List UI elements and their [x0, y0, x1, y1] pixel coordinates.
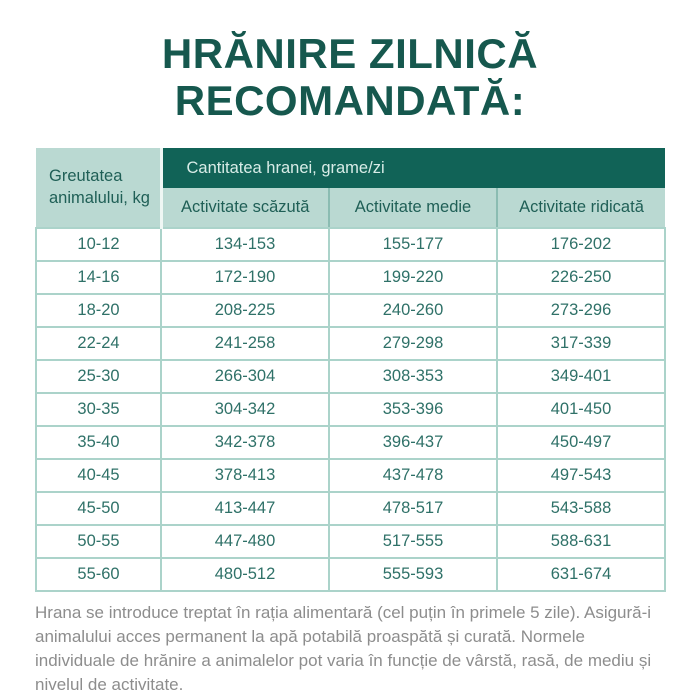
table-row	[36, 525, 665, 558]
medium-activity-cell: 279-298	[329, 327, 497, 360]
high-activity-cell: 543-588	[497, 492, 665, 525]
low-activity-cell: 413-447	[161, 492, 329, 525]
column-header-low-activity: Activitate scăzută	[161, 188, 329, 228]
table-row	[36, 261, 665, 294]
table-header-row-group	[36, 148, 665, 188]
high-activity-cell: 176-202	[497, 228, 665, 261]
low-activity-cell: 208-225	[161, 294, 329, 327]
low-activity-cell: 304-342	[161, 393, 329, 426]
high-activity-cell: 317-339	[497, 327, 665, 360]
table-row	[36, 228, 665, 261]
medium-activity-cell: 437-478	[329, 459, 497, 492]
table-row	[36, 294, 665, 327]
low-activity-cell: 447-480	[161, 525, 329, 558]
weight-cell: 35-40	[36, 426, 161, 459]
high-activity-cell: 273-296	[497, 294, 665, 327]
table-row	[36, 459, 665, 492]
high-activity-cell: 401-450	[497, 393, 665, 426]
feeding-table	[35, 148, 666, 592]
medium-activity-cell: 155-177	[329, 228, 497, 261]
group-header-food-quantity: Cantitatea hranei, grame/zi	[161, 148, 665, 188]
feeding-infographic	[0, 30, 700, 700]
low-activity-cell: 134-153	[161, 228, 329, 261]
weight-cell: 14-16	[36, 261, 161, 294]
weight-cell: 18-20	[36, 294, 161, 327]
weight-cell: 55-60	[36, 558, 161, 591]
corner-header-weight: Greutatea animalului, kg	[36, 148, 161, 228]
table-row	[36, 492, 665, 525]
weight-cell: 30-35	[36, 393, 161, 426]
weight-cell: 40-45	[36, 459, 161, 492]
high-activity-cell: 349-401	[497, 360, 665, 393]
low-activity-cell: 378-413	[161, 459, 329, 492]
feeding-note: Hrana se introduce treptat în rația alimentară (cel puțin în primele 5 zile). Asigură-i animalului acces permanent la apă potabilă proaspătă și curată. Normele individuale de hrănire a animalelor pot varia în funcție de vârstă, rasă, de mediu și nivelul de activitate.	[35, 603, 652, 695]
table-row	[36, 426, 665, 459]
medium-activity-cell: 353-396	[329, 393, 497, 426]
high-activity-cell: 497-543	[497, 459, 665, 492]
table-row	[36, 327, 665, 360]
high-activity-cell: 226-250	[497, 261, 665, 294]
table-row	[36, 393, 665, 426]
low-activity-cell: 266-304	[161, 360, 329, 393]
low-activity-cell: 172-190	[161, 261, 329, 294]
weight-cell: 50-55	[36, 525, 161, 558]
medium-activity-cell: 555-593	[329, 558, 497, 591]
low-activity-cell: 241-258	[161, 327, 329, 360]
weight-cell: 45-50	[36, 492, 161, 525]
table-row	[36, 360, 665, 393]
column-header-high-activity: Activitate ridicată	[497, 188, 665, 228]
page-title	[20, 30, 680, 124]
weight-cell: 22-24	[36, 327, 161, 360]
high-activity-cell: 450-497	[497, 426, 665, 459]
medium-activity-cell: 199-220	[329, 261, 497, 294]
medium-activity-cell: 240-260	[329, 294, 497, 327]
weight-cell: 25-30	[36, 360, 161, 393]
low-activity-cell: 480-512	[161, 558, 329, 591]
medium-activity-cell: 517-555	[329, 525, 497, 558]
high-activity-cell: 588-631	[497, 525, 665, 558]
weight-cell: 10-12	[36, 228, 161, 261]
low-activity-cell: 342-378	[161, 426, 329, 459]
medium-activity-cell: 308-353	[329, 360, 497, 393]
page-title-line2: RECOMANDATĂ:	[174, 77, 526, 125]
medium-activity-cell: 478-517	[329, 492, 497, 525]
table-row	[36, 558, 665, 591]
page-title-line1: HRĂNIRE ZILNICĂ	[161, 30, 539, 77]
high-activity-cell: 631-674	[497, 558, 665, 591]
medium-activity-cell: 396-437	[329, 426, 497, 459]
column-header-medium-activity: Activitate medie	[329, 188, 497, 228]
